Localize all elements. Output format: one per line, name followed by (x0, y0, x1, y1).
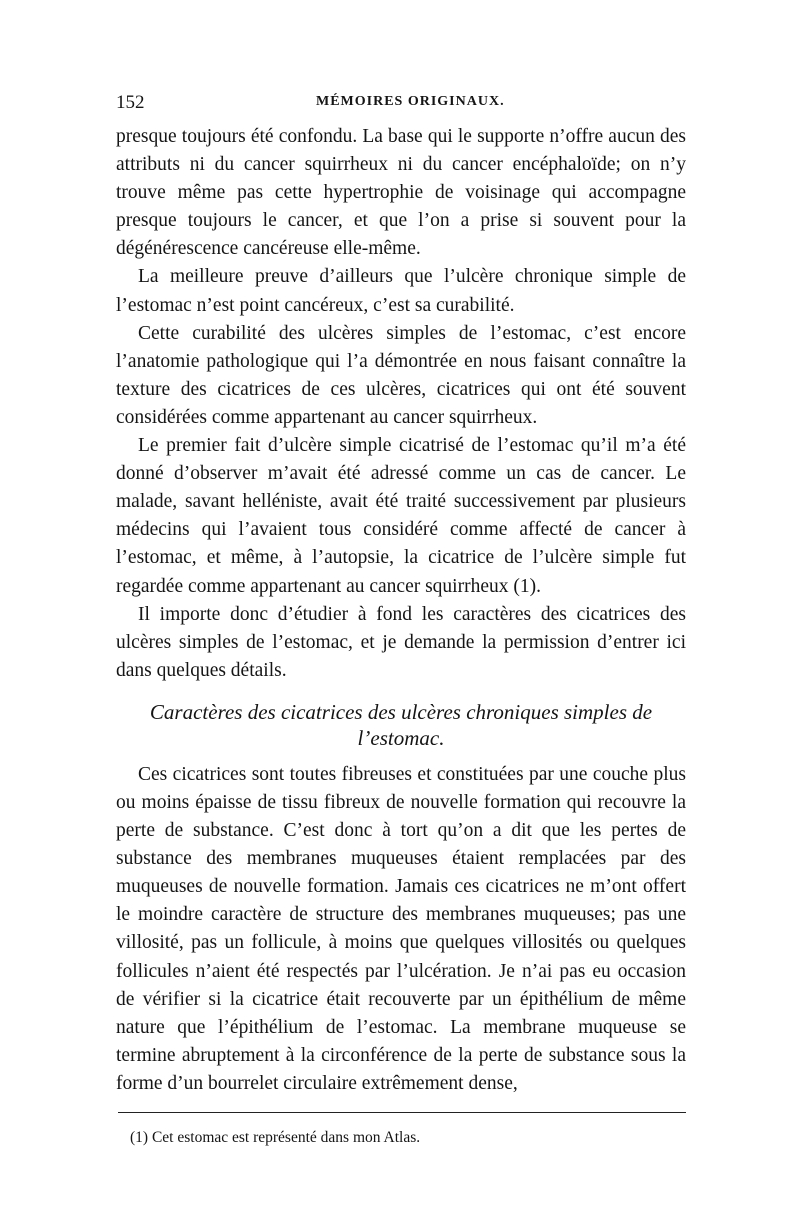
paragraph-3: Cette curabilité des ulcères simples de l’estomac, c’est encore l’anatomie pathologique qui l’a démontrée en nous faisant connaître la texture des cicatrices de ces ulcères, cicatrices qui ont été souvent considérées comme appartenant au cancer squirrheux. (116, 322, 686, 428)
running-head (116, 92, 686, 118)
paragraph-1: presque toujours été confondu. La base qui le supporte n’offre aucun des attributs ni du cancer squirrheux ni du cancer encéphaloïde; on n’y trouve même pas cette hypertrophie de voisinage qui accompagne presque toujours le cancer, et que l’on a prise si souvent pour la dégénérescence cancéreuse elle-même. (116, 126, 686, 260)
paragraph-2: La meilleure preuve d’ailleurs que l’ulcère chronique simple de l’estomac n’est point cancéreux, c’est sa curabilité. (116, 266, 686, 316)
paragraph-5: Il importe donc d’étudier à fond les caractères des cicatrices des ulcères simples de l’estomac, et je demande la permission d’entrer ici dans quelques détails. (116, 603, 686, 681)
footnote: (1) Cet estomac est représenté dans mon Atlas. (130, 1129, 421, 1146)
running-title: MÉMOIRES ORIGINAUX. (316, 94, 505, 109)
paragraph-4: Le premier fait d’ulcère simple cicatrisé de l’estomac qu’il m’a été donné d’observer m’avait été adressé comme un cas de cancer. Le malade, savant helléniste, avait été traité successivement par plusieurs médecins qui l’avaient tous considéré comme affecté de cancer à l’estomac, et même, à l’autopsie, la cicatrice de l’ulcère simple fut regardée comme appartenant au cancer squirrheux (1). (116, 435, 686, 597)
section-title: Caractères des cicatrices des ulcères chroniques simples de l’estomac. (149, 699, 653, 750)
paragraph-6: Ces cicatrices sont toutes fibreuses et constituées par une couche plus ou moins épaisse de tissu fibreux de nouvelle formation qui recouvre la perte de substance. C’est donc à tort qu’on a dit que les pertes de substance des membranes muqueuses étaient remplacées par des muqueuses de nouvelle formation. Jamais ces cicatrices ne m’ont offert le moindre caractère de structure des membranes muqueuses; pas une villosité, pas un follicule, à moins que quelques villosités ou quelques follicules n’aient été respectés par l’ulcération. Je n’ai pas eu occasion de vérifier si la cicatrice était recouverte par un épithélium de même nature que l’épithélium de l’estomac. La membrane muqueuse se termine abruptement à la circonférence de la perte de substance sous la forme d’un bourrelet circulaire extrêmement dense, (116, 763, 686, 1094)
body-text (116, 123, 686, 1098)
page-number: 152 (116, 92, 145, 113)
footnote-divider (118, 1112, 686, 1113)
